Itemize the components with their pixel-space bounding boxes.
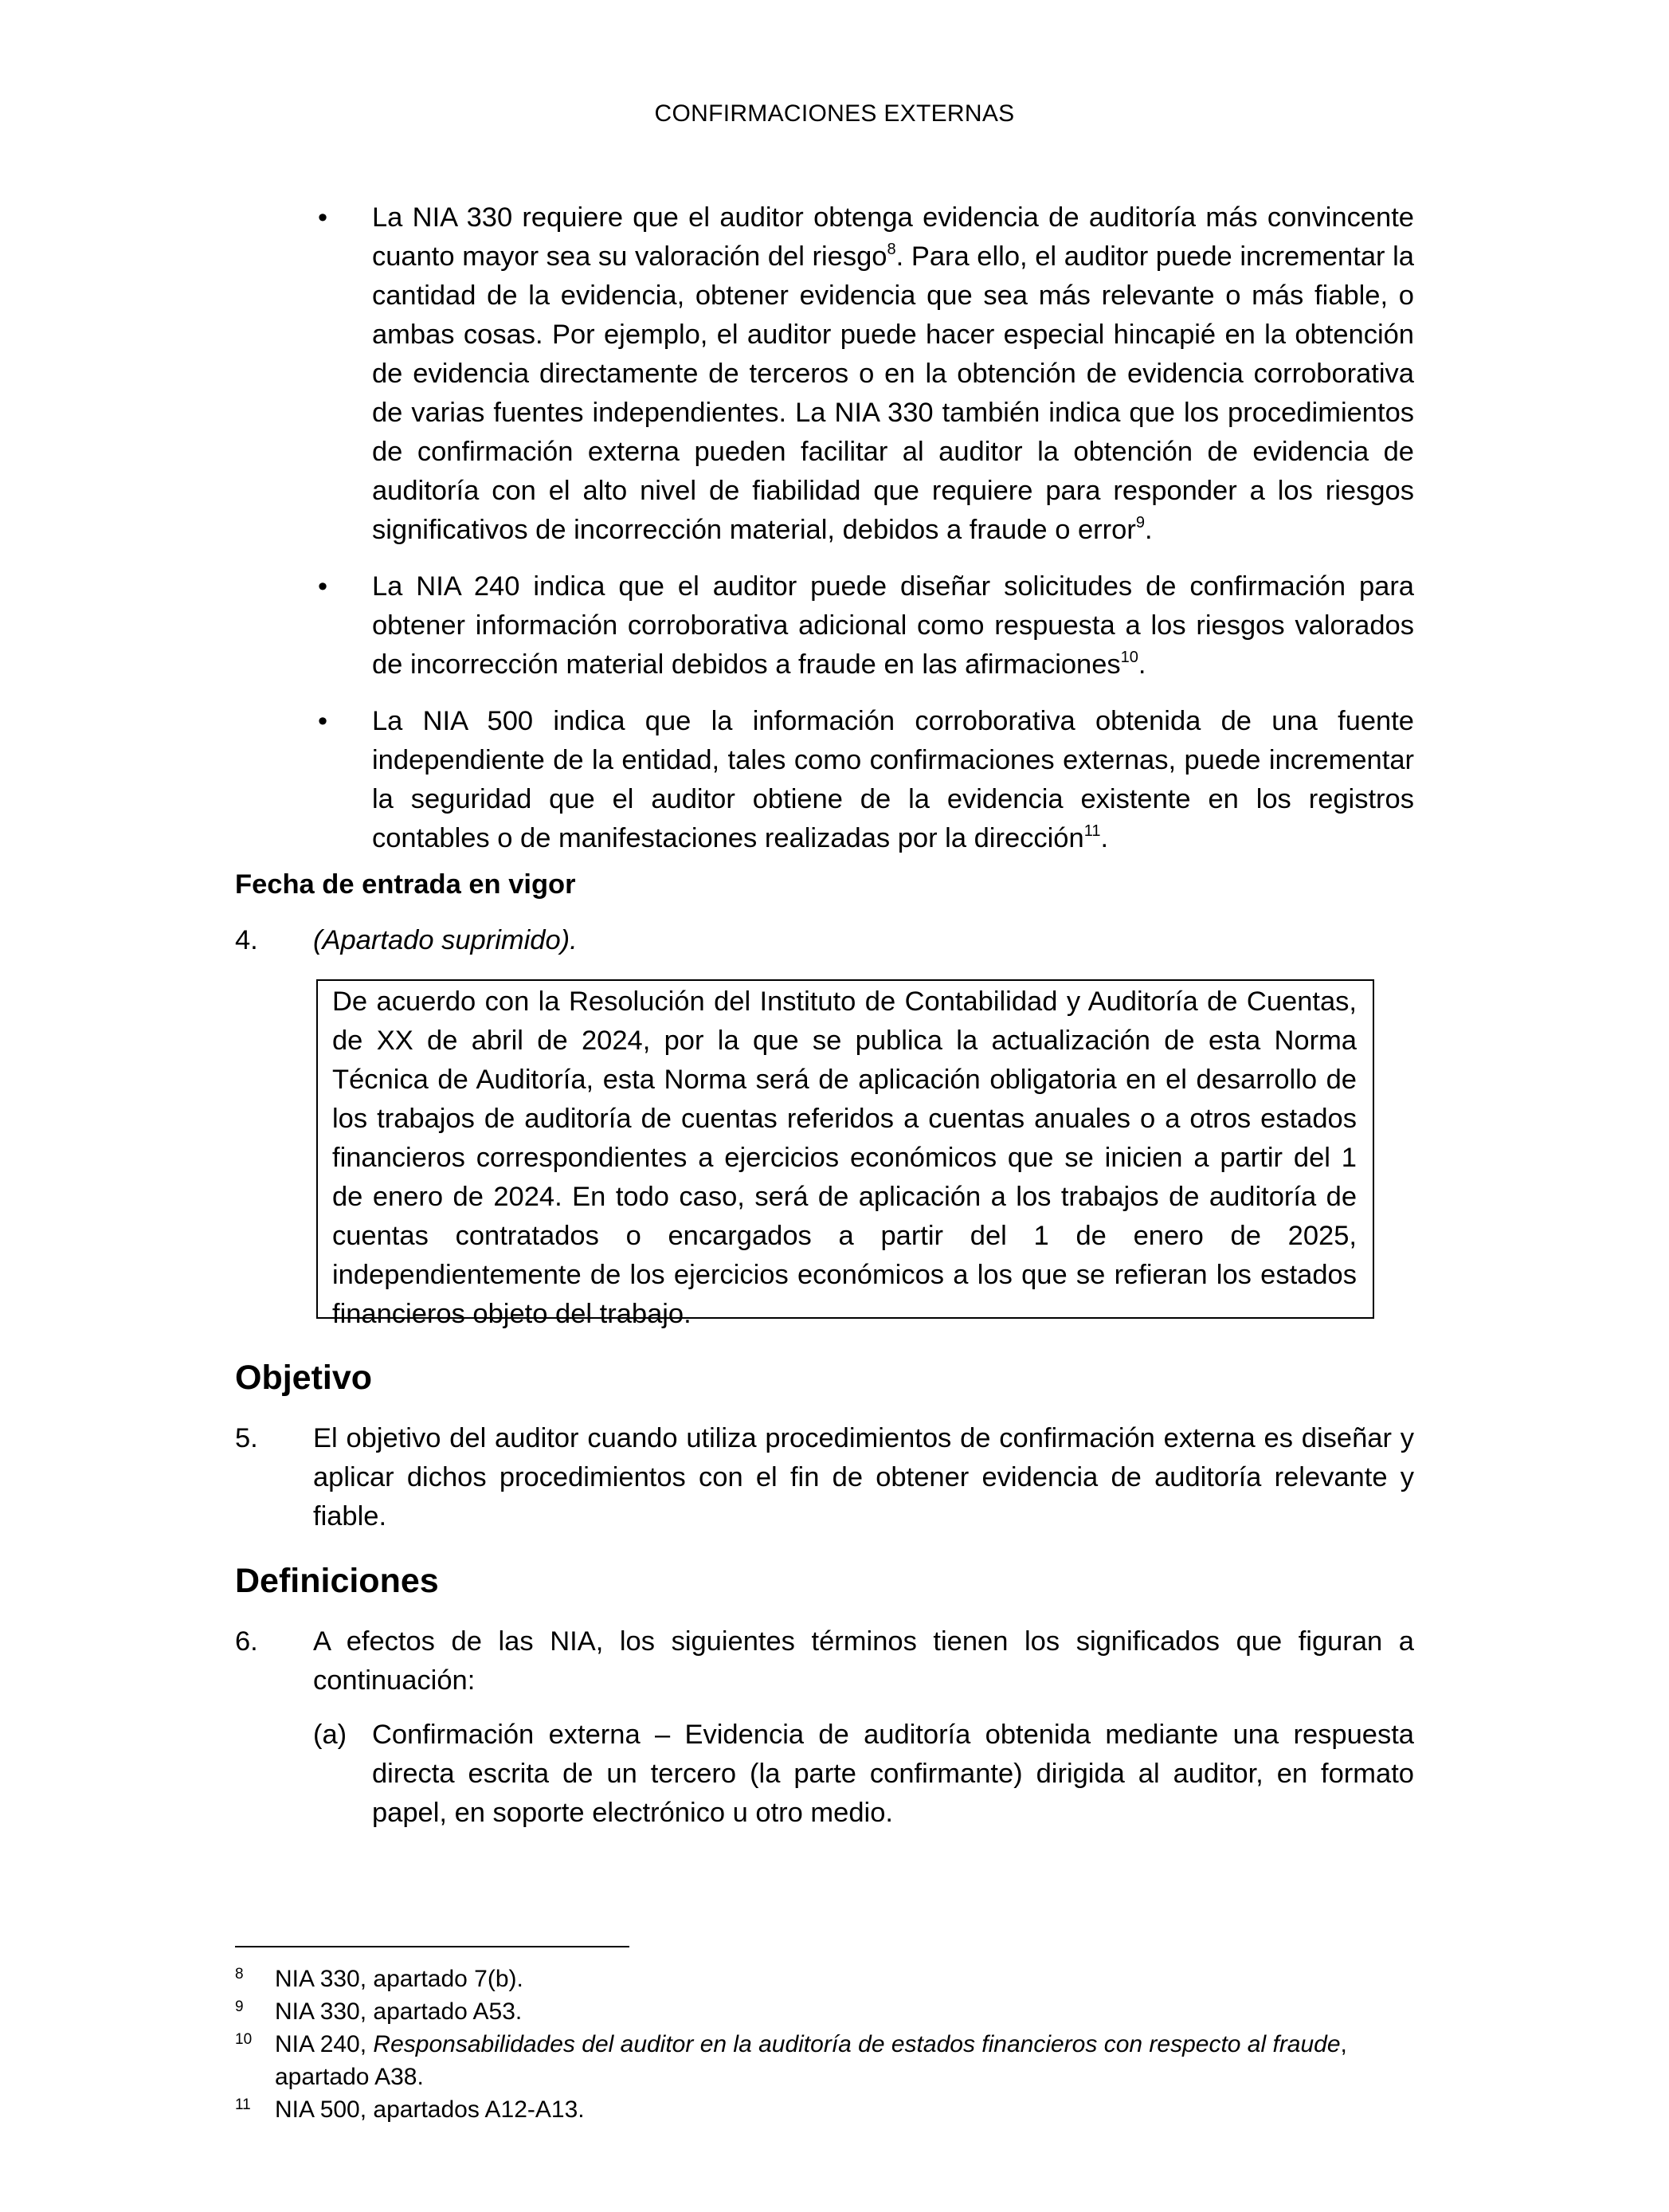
bullet-item [307,567,1414,684]
section-heading-definiciones: Definiciones [235,1562,439,1600]
footnote-number: 8 [235,1966,244,1983]
definition-item [313,1716,1414,1833]
bullet-text: La NIA 330 requiere que el auditor obtenga evidencia de auditoría más convincente cuanto mayor sea su valoración del riesgo [372,202,1414,272]
footnote-text: NIA 330, apartado 7(b). [275,1966,523,1992]
paragraph-text: (Apartado suprimido). [313,925,578,955]
footnote-text: NIA 240, [275,2031,374,2057]
footnotes [235,1963,1414,2126]
running-header: CONFIRMACIONES EXTERNAS [654,100,1015,127]
footnote-number: 10 [235,2031,253,2048]
paragraph-text: A efectos de las NIA, los siguientes términos tienen los significados que figuran a continuación: [313,1626,1414,1696]
footnote-number: 11 [235,2096,251,2113]
bullet-text: . Para ello, el auditor puede incrementar la cantidad de la evidencia, obtener evidencia que sea más relevante o más fiable, o ambas cosas. Por ejemplo, el auditor puede hacer especial hincapié en la obtención de evidencia directamente de terceros o en la obtención de evidencia corroborativa de varias fuentes independientes. La NIA 330 también indica que los procedimientos de confirmación externa pueden facilitar al auditor la obtención de evidencia de auditoría con el alto nivel de fiabilidad que requiere para responder a los riesgos significativos de incorrección material, debidos a fraude o error [372,241,1414,545]
paragraph-text: El objetivo del auditor cuando utiliza procedimientos de confirmación externa es diseñar y aplicar dichos procedimientos con el fin de obtener evidencia de auditoría relevante y fiable. [313,1423,1414,1532]
footnote-text: , apartado A38. [275,2031,1347,2090]
bullet-item [307,702,1414,858]
bullet-item [307,198,1414,550]
bullet-list [307,198,1414,876]
bullet-text: La NIA 500 indica que la información corroborativa obtenida de una fuente independiente de la entidad, tales como confirmaciones externas, puede incrementar la seguridad que el auditor obtiene de la evidencia existente en los registros contables o de manifestaciones realizadas por la dirección [372,706,1414,853]
definition-text: Confirmación externa – Evidencia de auditoría obtenida mediante una respuesta directa escrita de un tercero (la parte confirmante) dirigida al auditor, en formato papel, en soporte electrónico u otro medio. [372,1720,1414,1828]
section-heading-objetivo: Objetivo [235,1359,373,1397]
bullet-marker: • [318,706,328,736]
footnote-number: 9 [235,1998,244,2015]
subheading-effective-date: Fecha de entrada en vigor [235,869,576,900]
footnote [235,1963,1414,1995]
bullet-text: . [1100,823,1109,853]
footnote-ref[interactable]: 8 [887,240,896,258]
footnote-text: NIA 330, apartado A53. [275,1998,523,2025]
effective-date-notice-box: De acuerdo con la Resolución del Instituto de Contabilidad y Auditoría de Cuentas, de XX de abril de 2024, por la que se publica la actualización de esta Norma Técnica de Auditoría, esta Norma será de aplicación obligatoria en el desarrollo de los trabajos de auditoría de cuentas referidos a cuentas anuales o a otros estados financieros correspondientes a ejercicios económicos que se inicien a partir del 1 de enero de 2024. En todo caso, será de aplicación a los trabajos de auditoría de cuentas contratados o encargados a partir del 1 de enero de 2025, independientemente de los ejercicios económicos a los que se refieran los estados financieros objeto del trabajo. [316,979,1374,1319]
bullet-marker: • [318,571,328,602]
bullet-text: La NIA 240 indica que el auditor puede diseñar solicitudes de confirmación para obtener información corroborativa adicional como respuesta a los riesgos valorados de incorrección material debidos a fraude en las afirmaciones [372,571,1414,680]
footnote-ref[interactable]: 10 [1120,648,1138,666]
footnote [235,1995,1414,2028]
definition-label: (a) [313,1720,347,1750]
bullet-marker: • [318,202,328,233]
paragraph-4 [235,921,1414,960]
footnote-ref[interactable]: 11 [1083,822,1101,840]
paragraph-number: 6. [235,1626,258,1657]
bullet-text: . [1144,515,1153,545]
paragraph-5 [235,1419,1414,1536]
footnote-separator [235,1946,629,1947]
paragraph-6 [235,1622,1414,1700]
footnote-text: NIA 500, apartados A12-A13. [275,2096,585,2123]
paragraph-number: 5. [235,1423,258,1453]
bullet-text: . [1138,649,1146,680]
footnote [235,2093,1414,2126]
footnote-ref[interactable]: 9 [1135,513,1145,531]
paragraph-number: 4. [235,925,258,955]
footnote [235,2028,1414,2093]
footnote-title: Responsabilidades del auditor en la auditoría de estados financieros con respecto al fraude [373,2031,1341,2057]
